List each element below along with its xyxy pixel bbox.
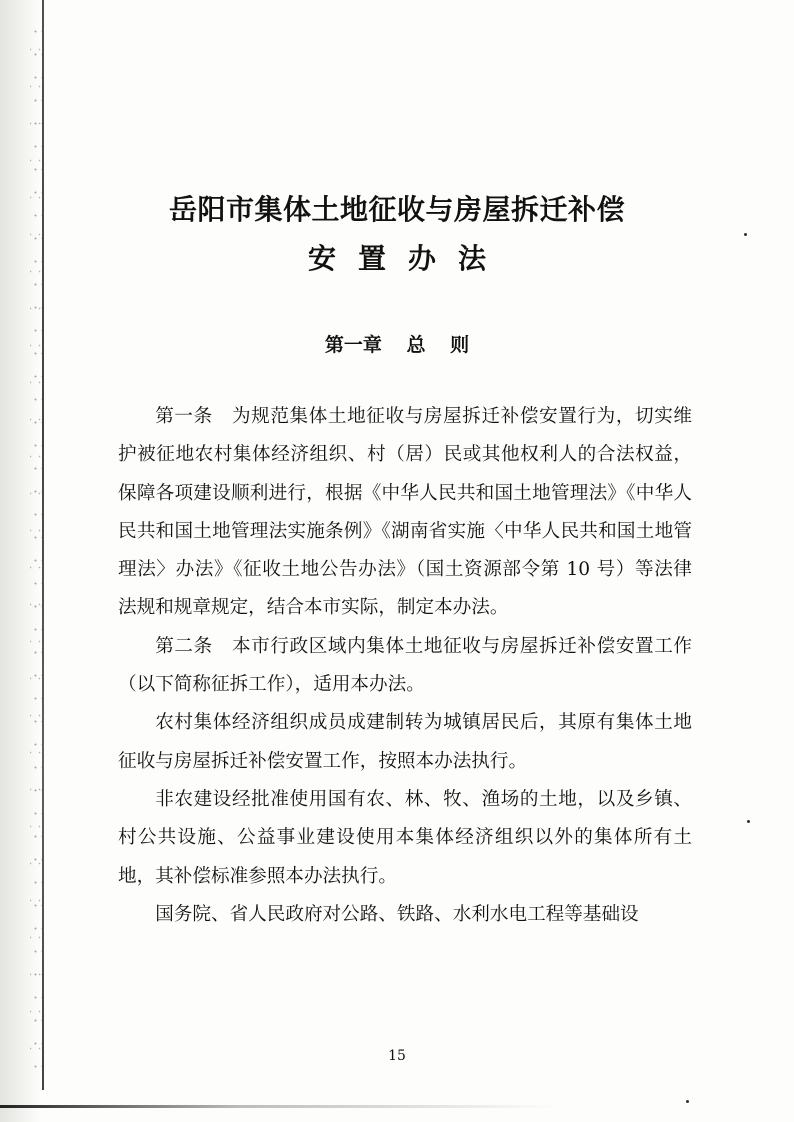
scan-dot — [744, 233, 747, 236]
scan-dot — [747, 820, 750, 823]
binding-edge — [42, 0, 44, 1090]
document-title-line2: 安置办法 — [307, 242, 508, 275]
scan-specks — [30, 20, 42, 1080]
chapter-heading: 第一章 总 则 — [324, 334, 470, 356]
bottom-edge — [0, 1105, 794, 1108]
page-number: 15 — [388, 1048, 406, 1064]
article-1: 第一条 为规范集体土地征收与房屋拆迁补偿安置行为，切实维护被征地农村集体经济组织、村（居）民或其他权利人的合法权益，保障各项建设顺利进行，根据《中华人民共和国土地管理法》《中华人民共和国土地管理法实施条例》《湖南省实施〈中华人民共和国土地管理法〉办法》《征收土地公告办法》（国土资源部令第 10 号）等法律法规和规章规定，结合本市实际，制定本办法。 — [118, 406, 692, 619]
paragraph: 非农建设经批准使用国有农、林、牧、渔场的土地，以及乡镇、村公共设施、公益事业建设使用本集体经济组织以外的集体所有土地，其补偿标准参照本办法执行。 — [118, 788, 692, 887]
document-body — [118, 398, 692, 934]
paragraph: 农村集体经济组织成员成建制转为城镇居民后，其原有集体土地征收与房屋拆迁补偿安置工作，按照本办法执行。 — [118, 712, 692, 772]
paragraph: 国务院、省人民政府对公路、铁路、水利水电工程等基础设 — [155, 903, 639, 925]
article-2: 第二条 本市行政区域内集体土地征收与房屋拆迁补偿安置工作（以下简称征拆工作），适用本办法。 — [118, 635, 692, 696]
scan-dot — [686, 1100, 689, 1103]
document-title: 岳阳市集体土地征收与房屋拆迁补偿 — [168, 193, 625, 226]
